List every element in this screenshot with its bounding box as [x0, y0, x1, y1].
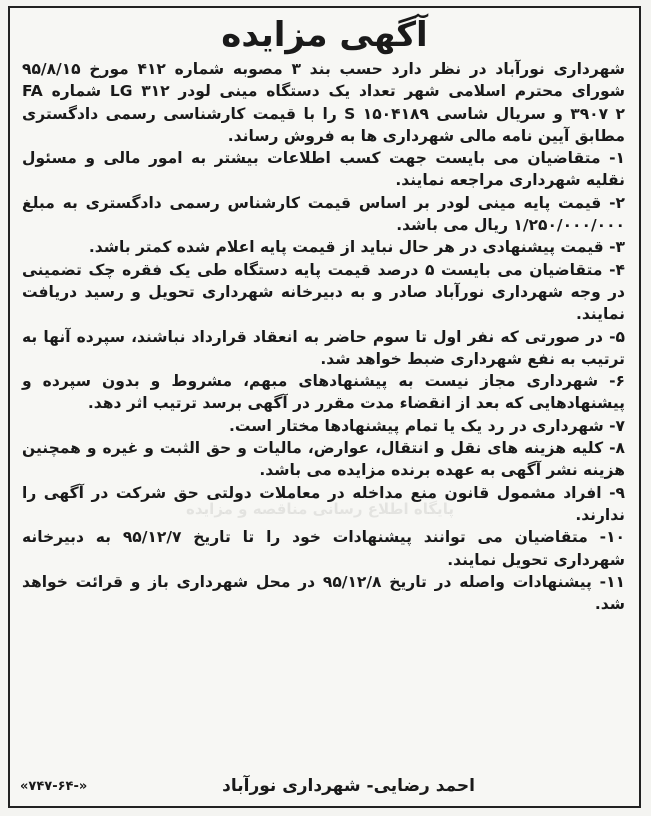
notice-item-5: ۵- در صورتی که نفر اول تا سوم حاضر به انعقاد قرارداد نباشند، سپرده آنها به ترتیب به نفع شهرداری ضبط خواهد شد.	[22, 327, 625, 368]
notice-footer	[20, 776, 625, 796]
notice-item-4: ۴- متقاضیان می بایست ۵ درصد قیمت پایه دستگاه طی یک فقره چک تضمینی در وجه شهرداری نورآباد صادر و به دبیرخانه شهرداری تحویل و رسید دریافت نمایند.	[22, 260, 625, 324]
notice-title: آگهی مزایده	[221, 15, 428, 55]
notice-signature: احمد رضایی- شهرداری نورآباد	[222, 776, 475, 796]
notice-item-2: ۲- قیمت پایه مینی لودر بر اساس قیمت کارشناس رسمی دادگستری به مبلغ ۱/۲۵۰/۰۰۰/۰۰۰ ریال می باشد.	[22, 193, 625, 235]
notice-item-9: ۹- افراد مشمول قانون منع مداخله در معاملات دولتی حق شرکت در آگهی را ندارند.	[22, 483, 625, 524]
notice-item-10: ۱۰- متقاضیان می توانند پیشنهادات خود را تا تاریخ ۹۵/۱۲/۷ به دبیرخانه شهرداری تحویل نمایند.	[22, 528, 626, 569]
notice-item-8: ۸- کلیه هزینه های نقل و انتقال، عوارض، مالیات و حق الثبت و غیره و همچنین هزینه نشر آگهی به عهده برنده مزایده می باشد.	[22, 439, 625, 480]
notice-frame	[8, 6, 641, 808]
notice-item-11: ۱۱- پیشنهادات واصله در تاریخ ۹۵/۱۲/۸ در محل شهرداری باز و قرائت خواهد شد.	[22, 572, 625, 614]
notice-item-1: ۱- متقاضیان می بایست جهت کسب اطلاعات بیشتر به امور مالی و مسئول نقلیه شهرداری مراجعه نمایند.	[22, 149, 625, 190]
notice-code: «۷۴۷-۶۴-»	[20, 778, 88, 794]
notice-body	[10, 58, 639, 615]
notice-intro: شهرداری نورآباد در نظر دارد حسب بند ۳ مصوبه شماره ۴۱۲ مورخ ۹۵/۸/۱۵ شورای محترم اسلامی شهر تعداد یک دستگاه مینی لودر LG ۳۱۲ شماره FA ۳۹۰۷ ۲ و سریال شاسی S ۱۵۰۴۱۸۹ را با قیمت کارشناسی رسمی دادگستری مطابق آیین نامه مالی شهرداری ها به فروش رساند.	[22, 60, 625, 145]
notice-item-6: ۶- شهرداری مجاز نیست به پیشنهادهای مبهم، مشروط و بدون سپرده و پیشنهادهایی که بعد از انقضاء مدت مقرر در آگهی برسد ترتیب اثر دهد.	[22, 372, 625, 413]
notice-item-3: ۳- قیمت پیشنهادی در هر حال نباید از قیمت پایه اعلام شده کمتر باشد.	[88, 238, 625, 257]
notice-item-7: ۷- شهرداری در رد یک یا تمام پیشنهادها مختار است.	[229, 416, 625, 435]
